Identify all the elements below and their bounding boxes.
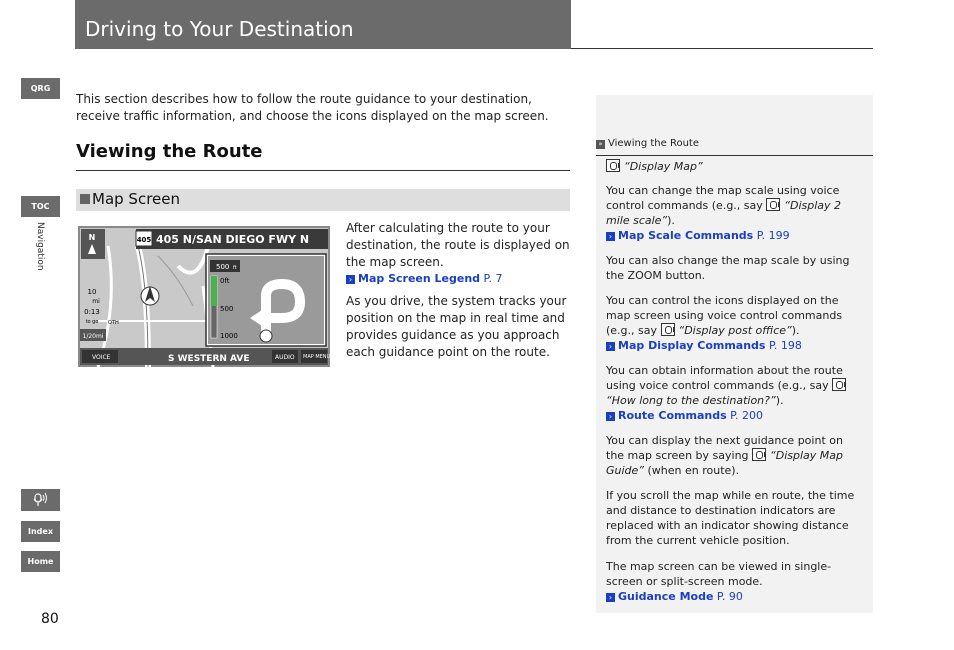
cmd-display-map: “Display Map” (624, 160, 703, 173)
note-zoom-button: You can also change the map scale by using the ZOOM button. (606, 254, 850, 282)
map-screen-image (78, 226, 330, 367)
note-screen-mode (606, 559, 864, 605)
xref-page: P. 200 (730, 409, 764, 422)
map-street-top: 405 N/SAN DIEGO FWY N (156, 233, 310, 246)
xref-page: P. 198 (768, 339, 802, 352)
header-rule (571, 48, 873, 49)
note-guidance-point (606, 433, 864, 478)
xref-label: Route Commands (618, 409, 727, 422)
section-title: Viewing the Route (76, 141, 263, 162)
cmd-text: “How long to the destination?” (606, 394, 776, 407)
map-zoom: 1/20mi (82, 333, 104, 340)
map-time: 0:13 (84, 308, 100, 316)
map-street-bottom: S WESTERN AVE (168, 354, 250, 364)
note-text: (when en route). (647, 464, 740, 477)
cmd-text: “Display post office” (678, 324, 792, 337)
voice-command-icon (661, 323, 675, 336)
index-tab[interactable]: Index (21, 521, 60, 542)
intro-paragraph: This section describes how to follow the route guidance to your destination, receive traffic information, and choose the icons displayed on the map screen. (76, 92, 549, 123)
subsection-title: Map Screen (92, 190, 180, 208)
note-text: ). (775, 394, 784, 407)
cmd-text: “Display 2 mile scale” (606, 199, 842, 227)
note-text: You can change the map scale using voice control commands (e.g., say (606, 184, 840, 212)
map-scale-unit: ft (233, 265, 237, 271)
xref-map-screen-legend[interactable] (346, 271, 570, 287)
map-speed-unit: mi (92, 298, 100, 305)
paragraph-route-display: After calculating the route to your destination, the route is displayed on the map screen. (346, 221, 570, 269)
voice-command-tab[interactable] (21, 489, 60, 511)
map-speed: 10 (87, 288, 97, 296)
voice-command-icon (752, 448, 766, 461)
voice-command-icon (832, 378, 846, 391)
note-text: You can obtain information about the route using voice control commands (e.g., say (606, 364, 843, 392)
xref-label: Map Scale Commands (618, 229, 754, 242)
map-hwy-shield: 405 (136, 236, 152, 244)
note-cmd-display-map (606, 159, 864, 174)
paragraph-tracking: As you drive, the system tracks your position on the map in real time and provides guidance as you approach each guidance point on the route. (346, 294, 567, 359)
toc-tab[interactable]: TOC (21, 196, 60, 217)
xref-map-scale-commands[interactable] (606, 228, 864, 244)
map-dist-0: 0ft (220, 277, 230, 285)
xref-label: Map Screen Legend (358, 272, 481, 285)
xref-guidance-mode[interactable] (606, 589, 864, 605)
voice-command-icon (766, 198, 780, 211)
xref-page: P. 7 (483, 272, 503, 285)
chapter-title: Driving to Your Destination (85, 17, 354, 41)
panel-heading (596, 138, 699, 149)
xref-arrow-icon: › (606, 342, 615, 351)
xref-label: Map Display Commands (618, 339, 766, 352)
note-text: The map screen can be viewed in single-screen or split-screen mode. (606, 560, 832, 588)
xref-arrow-icon: › (606, 232, 615, 241)
xref-map-display-commands[interactable] (606, 338, 864, 354)
square-bullet-icon (80, 194, 90, 204)
xref-label: Guidance Mode (618, 590, 714, 603)
note-text: ). (667, 214, 675, 227)
note-scroll-map: If you scroll the map while en route, the time and distance to destination indicators are replaced with an indicator showing distance from the current vehicle position. (606, 489, 855, 547)
xref-route-commands[interactable] (606, 408, 864, 424)
map-side-street: OTH (108, 320, 119, 326)
qrg-tab[interactable]: QRG (21, 78, 60, 99)
panel-heading-text: Viewing the Route (608, 138, 699, 149)
voice-command-icon (606, 159, 620, 172)
map-voice-button: VOICE (92, 354, 111, 361)
page-number: 80 (41, 611, 59, 627)
map-dist-1000: 1000 (220, 332, 238, 340)
map-scale-label: 500 (216, 263, 230, 271)
map-dist-500: 500 (220, 305, 234, 313)
xref-arrow-icon: › (606, 412, 615, 421)
map-heading: N (88, 233, 96, 242)
xref-page: P. 90 (716, 590, 743, 603)
section-side-label (33, 222, 47, 282)
home-tab[interactable]: Home (21, 551, 60, 572)
section-rule (76, 170, 570, 171)
panel-rule (596, 155, 873, 156)
note-text: You can display the next guidance point on the map screen by saying (606, 434, 843, 462)
xref-arrow-icon: › (346, 275, 355, 284)
body-column (346, 220, 570, 361)
xref-arrow-icon: › (606, 593, 615, 602)
map-audio-button: AUDIO (275, 354, 295, 361)
map-menu-button: MAP MENU (303, 354, 330, 360)
note-marker-icon: » (596, 140, 605, 149)
note-text: ). (791, 324, 800, 337)
note-map-scale (606, 183, 864, 244)
note-route-info (606, 363, 864, 424)
subsection-bar (76, 189, 570, 211)
note-map-icons (606, 293, 864, 354)
note-text: You can control the icons displayed on the map screen using voice control commands (e.g., say (606, 294, 843, 337)
xref-page: P. 199 (756, 229, 790, 242)
chapter-header (75, 0, 571, 49)
map-time-label: to go (85, 319, 99, 325)
section-side-label-text: Navigation (35, 222, 45, 271)
cmd-text: “Display Map Guide” (606, 449, 843, 477)
voice-command-icon (21, 489, 60, 511)
